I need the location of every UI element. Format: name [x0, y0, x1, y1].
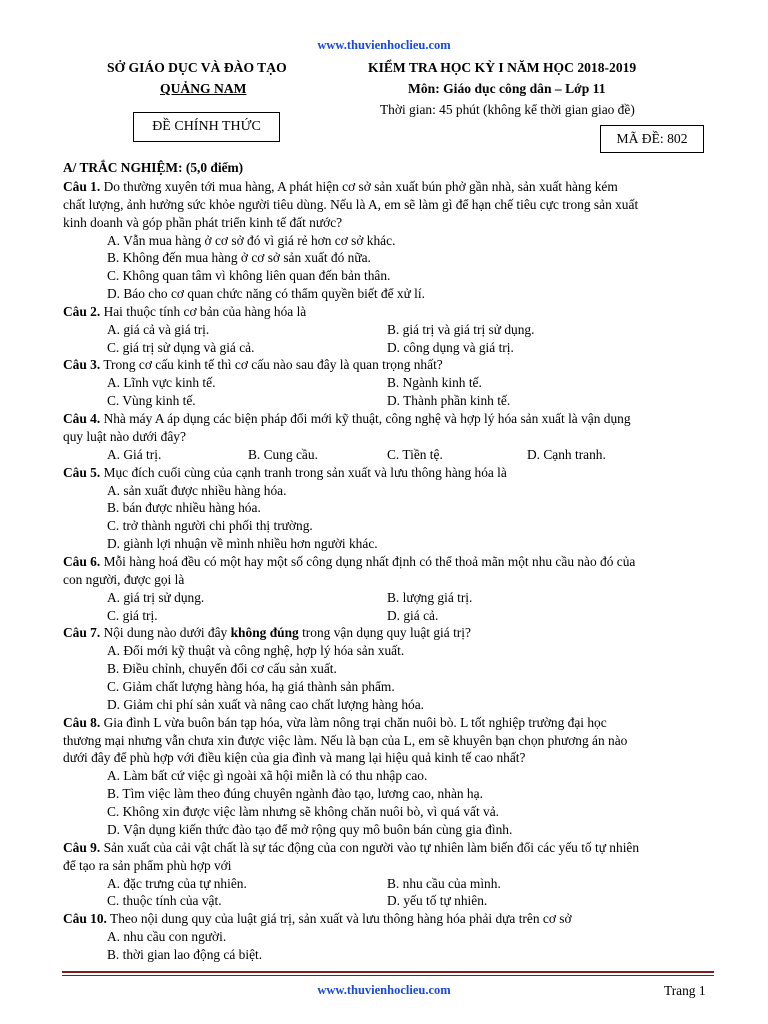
option-b: B. Cung cầu. — [248, 447, 318, 462]
question-8 — [63, 715, 607, 731]
option-d: D. Cạnh tranh. — [527, 447, 606, 462]
question-6-line-2: con người, được gọi là — [63, 572, 185, 587]
question-4-line-2: quy luật nào dưới đây? — [63, 429, 186, 444]
option-c: C. trở thành người chi phối thị trường. — [107, 518, 313, 533]
question-label: Câu 1. — [63, 179, 101, 194]
question-label: Câu 4. — [63, 411, 101, 426]
exam-time: Thời gian: 45 phút (không kể thời gian giao đề) — [380, 102, 635, 117]
question-text: Trong cơ cấu kinh tế thì cơ cấu nào sau đây là quan trọng nhất? — [100, 357, 443, 372]
question-label: Câu 8. — [63, 715, 101, 730]
question-8-line-3: dưới đây để phù hợp với điều kiện của gia đình và mang lại hiệu quả kinh tế cao nhất? — [63, 750, 526, 765]
question-text: Hai thuộc tính cơ bản của hàng hóa là — [100, 304, 307, 319]
option-a: A. Lĩnh vực kinh tế. — [107, 375, 216, 390]
department-name: SỞ GIÁO DỤC VÀ ĐÀO TẠO — [107, 60, 287, 75]
option-a: A. Giá trị. — [107, 447, 162, 462]
option-a: A. nhu cầu con người. — [107, 929, 227, 944]
question-text-pre: Nội dung nào dưới đây — [100, 625, 231, 640]
option-c: C. Không quan tâm vì không liên quan đến bản thân. — [107, 268, 391, 283]
question-9-line-2: để tạo ra sản phẩm phù hợp với — [63, 858, 232, 873]
option-a: A. Đổi mới kỹ thuật và công nghệ, hợp lý hóa sản xuất. — [107, 643, 405, 658]
question-1 — [63, 179, 618, 195]
question-1-line-3: kinh doanh và góp phần phát triển kinh tế đất nước? — [63, 215, 343, 230]
option-c: C. Giảm chất lượng hàng hóa, hạ giá thành sản phẩm. — [107, 679, 395, 694]
question-text-post: trong vận dụng quy luật giá trị? — [298, 625, 471, 640]
question-text: Gia đình L vừa buôn bán tạp hóa, vừa làm nông trại chăn nuôi bò. L tốt nghiệp trường đại học — [100, 715, 607, 730]
option-b: B. lượng giá trị. — [387, 590, 473, 605]
option-c: C. Không xin được việc làm nhưng sẽ không chăn nuôi bò, vì quá vất vả. — [107, 804, 500, 819]
question-label: Câu 10. — [63, 911, 107, 926]
question-text: Mỗi hàng hoá đều có một hay một số công dụng nhất định có thể thoả mãn một nhu cầu nào đó của — [100, 554, 636, 569]
exam-title: KIỂM TRA HỌC KỲ I NĂM HỌC 2018-2019 — [368, 60, 637, 75]
option-a: A. sản xuất được nhiều hàng hóa. — [107, 483, 287, 498]
question-4 — [63, 411, 631, 427]
option-d: D. giá cả. — [387, 608, 439, 623]
option-b: B. bán được nhiều hàng hóa. — [107, 500, 261, 515]
question-7 — [63, 625, 471, 641]
exam-subject: Môn: Giáo dục công dân – Lớp 11 — [408, 81, 606, 96]
question-8-line-2: thương mại nhưng vẫn chưa xin được việc làm. Nếu là bạn của L, em sẽ khuyên bạn chọn phương án nào — [63, 733, 628, 748]
question-2 — [63, 304, 306, 320]
option-a: A. Vẫn mua hàng ở cơ sở đó vì giá rẻ hơn cơ sở khác. — [107, 233, 396, 248]
option-b: B. Không đến mua hàng ở cơ sở sản xuất đó nữa. — [107, 250, 371, 265]
option-d: D. Thành phần kinh tế. — [387, 393, 511, 408]
option-b: B. thời gian lao động cá biệt. — [107, 947, 263, 962]
question-label: Câu 3. — [63, 357, 101, 372]
option-c: C. giá trị sử dụng và giá cả. — [107, 340, 255, 355]
option-d: D. Vận dụng kiến thức đào tạo để mở rộng quy mô buôn bán cùng gia đình. — [107, 822, 513, 837]
option-c: C. Tiền tệ. — [387, 447, 443, 462]
option-a: A. giá trị sử dụng. — [107, 590, 205, 605]
question-label: Câu 7. — [63, 625, 101, 640]
option-b: B. nhu cầu của mình. — [387, 876, 501, 891]
question-text: Theo nội dung quy của luật giá trị, sản xuất và lưu thông hàng hóa phải dựa trên cơ sở — [106, 911, 572, 926]
option-c: C. Vùng kinh tế. — [107, 393, 196, 408]
question-5 — [63, 465, 507, 481]
option-a: A. Làm bất cứ việc gì ngoài xã hội miễn là có thu nhập cao. — [107, 768, 428, 783]
option-c: C. thuộc tính của vật. — [107, 893, 222, 908]
question-text: Do thường xuyên tới mua hàng, A phát hiện cơ sở sản xuất bún phở gần nhà, sản xuất hàng kém — [100, 179, 618, 194]
option-b: B. Tìm việc làm theo đúng chuyên ngành đào tạo, lương cao, nhàn hạ. — [107, 786, 483, 801]
header-website-link[interactable]: www.thuvienhoclieu.com — [317, 38, 451, 52]
option-d: D. yếu tố tự nhiên. — [387, 893, 488, 908]
question-text: Mục đích cuối cùng của cạnh tranh trong sản xuất và lưu thông hàng hóa là — [100, 465, 507, 480]
option-a: A. giá cả và giá trị. — [107, 322, 210, 337]
footer-divider-thin — [62, 975, 714, 976]
question-label: Câu 6. — [63, 554, 101, 569]
page-number: Trang 1 — [664, 983, 706, 998]
question-label: Câu 9. — [63, 840, 101, 855]
question-1-line-2: chất lượng, ảnh hưởng sức khỏe người tiêu dùng. Nếu là A, em sẽ làm gì để hạn chế tiêu cực trong sản xuất — [63, 197, 639, 212]
section-title: A/ TRẮC NGHIỆM: (5,0 điểm) — [63, 160, 244, 175]
question-10 — [63, 911, 572, 927]
exam-code: MÃ ĐỀ: 802 — [616, 131, 688, 146]
footer-divider — [62, 971, 714, 973]
question-6 — [63, 554, 635, 570]
question-text: Nhà máy A áp dụng các biện pháp đổi mới kỹ thuật, công nghệ và hợp lý hóa sản xuất là vận dụng — [100, 411, 631, 426]
question-label: Câu 5. — [63, 465, 101, 480]
option-d: D. giành lợi nhuận về mình nhiều hơn người khác. — [107, 536, 378, 551]
option-d: D. Báo cho cơ quan chức năng có thẩm quyền biết để xử lí. — [107, 286, 425, 301]
question-3 — [63, 357, 443, 373]
official-exam-box — [133, 112, 280, 142]
province-name: QUẢNG NAM — [160, 81, 247, 96]
option-b: B. Điều chỉnh, chuyển đổi cơ cấu sản xuất. — [107, 661, 337, 676]
option-d: D. Giảm chi phí sản xuất và nâng cao chất lượng hàng hóa. — [107, 697, 425, 712]
footer-website-link[interactable]: www.thuvienhoclieu.com — [317, 983, 451, 997]
exam-code-box — [600, 125, 704, 153]
option-a: A. đặc trưng của tự nhiên. — [107, 876, 247, 891]
option-c: C. giá trị. — [107, 608, 158, 623]
option-d: D. công dụng và giá trị. — [387, 340, 514, 355]
option-b: B. giá trị và giá trị sử dụng. — [387, 322, 535, 337]
question-text: Sản xuất của cải vật chất là sự tác động của con người vào tự nhiên làm biến đổi các yếu tố tự nhiên — [100, 840, 640, 855]
question-label: Câu 2. — [63, 304, 101, 319]
option-b: B. Ngành kinh tế. — [387, 375, 482, 390]
question-text-emphasis: không đúng — [230, 625, 299, 640]
question-9 — [63, 840, 639, 856]
official-exam-label: ĐỀ CHÍNH THỨC — [152, 119, 261, 134]
